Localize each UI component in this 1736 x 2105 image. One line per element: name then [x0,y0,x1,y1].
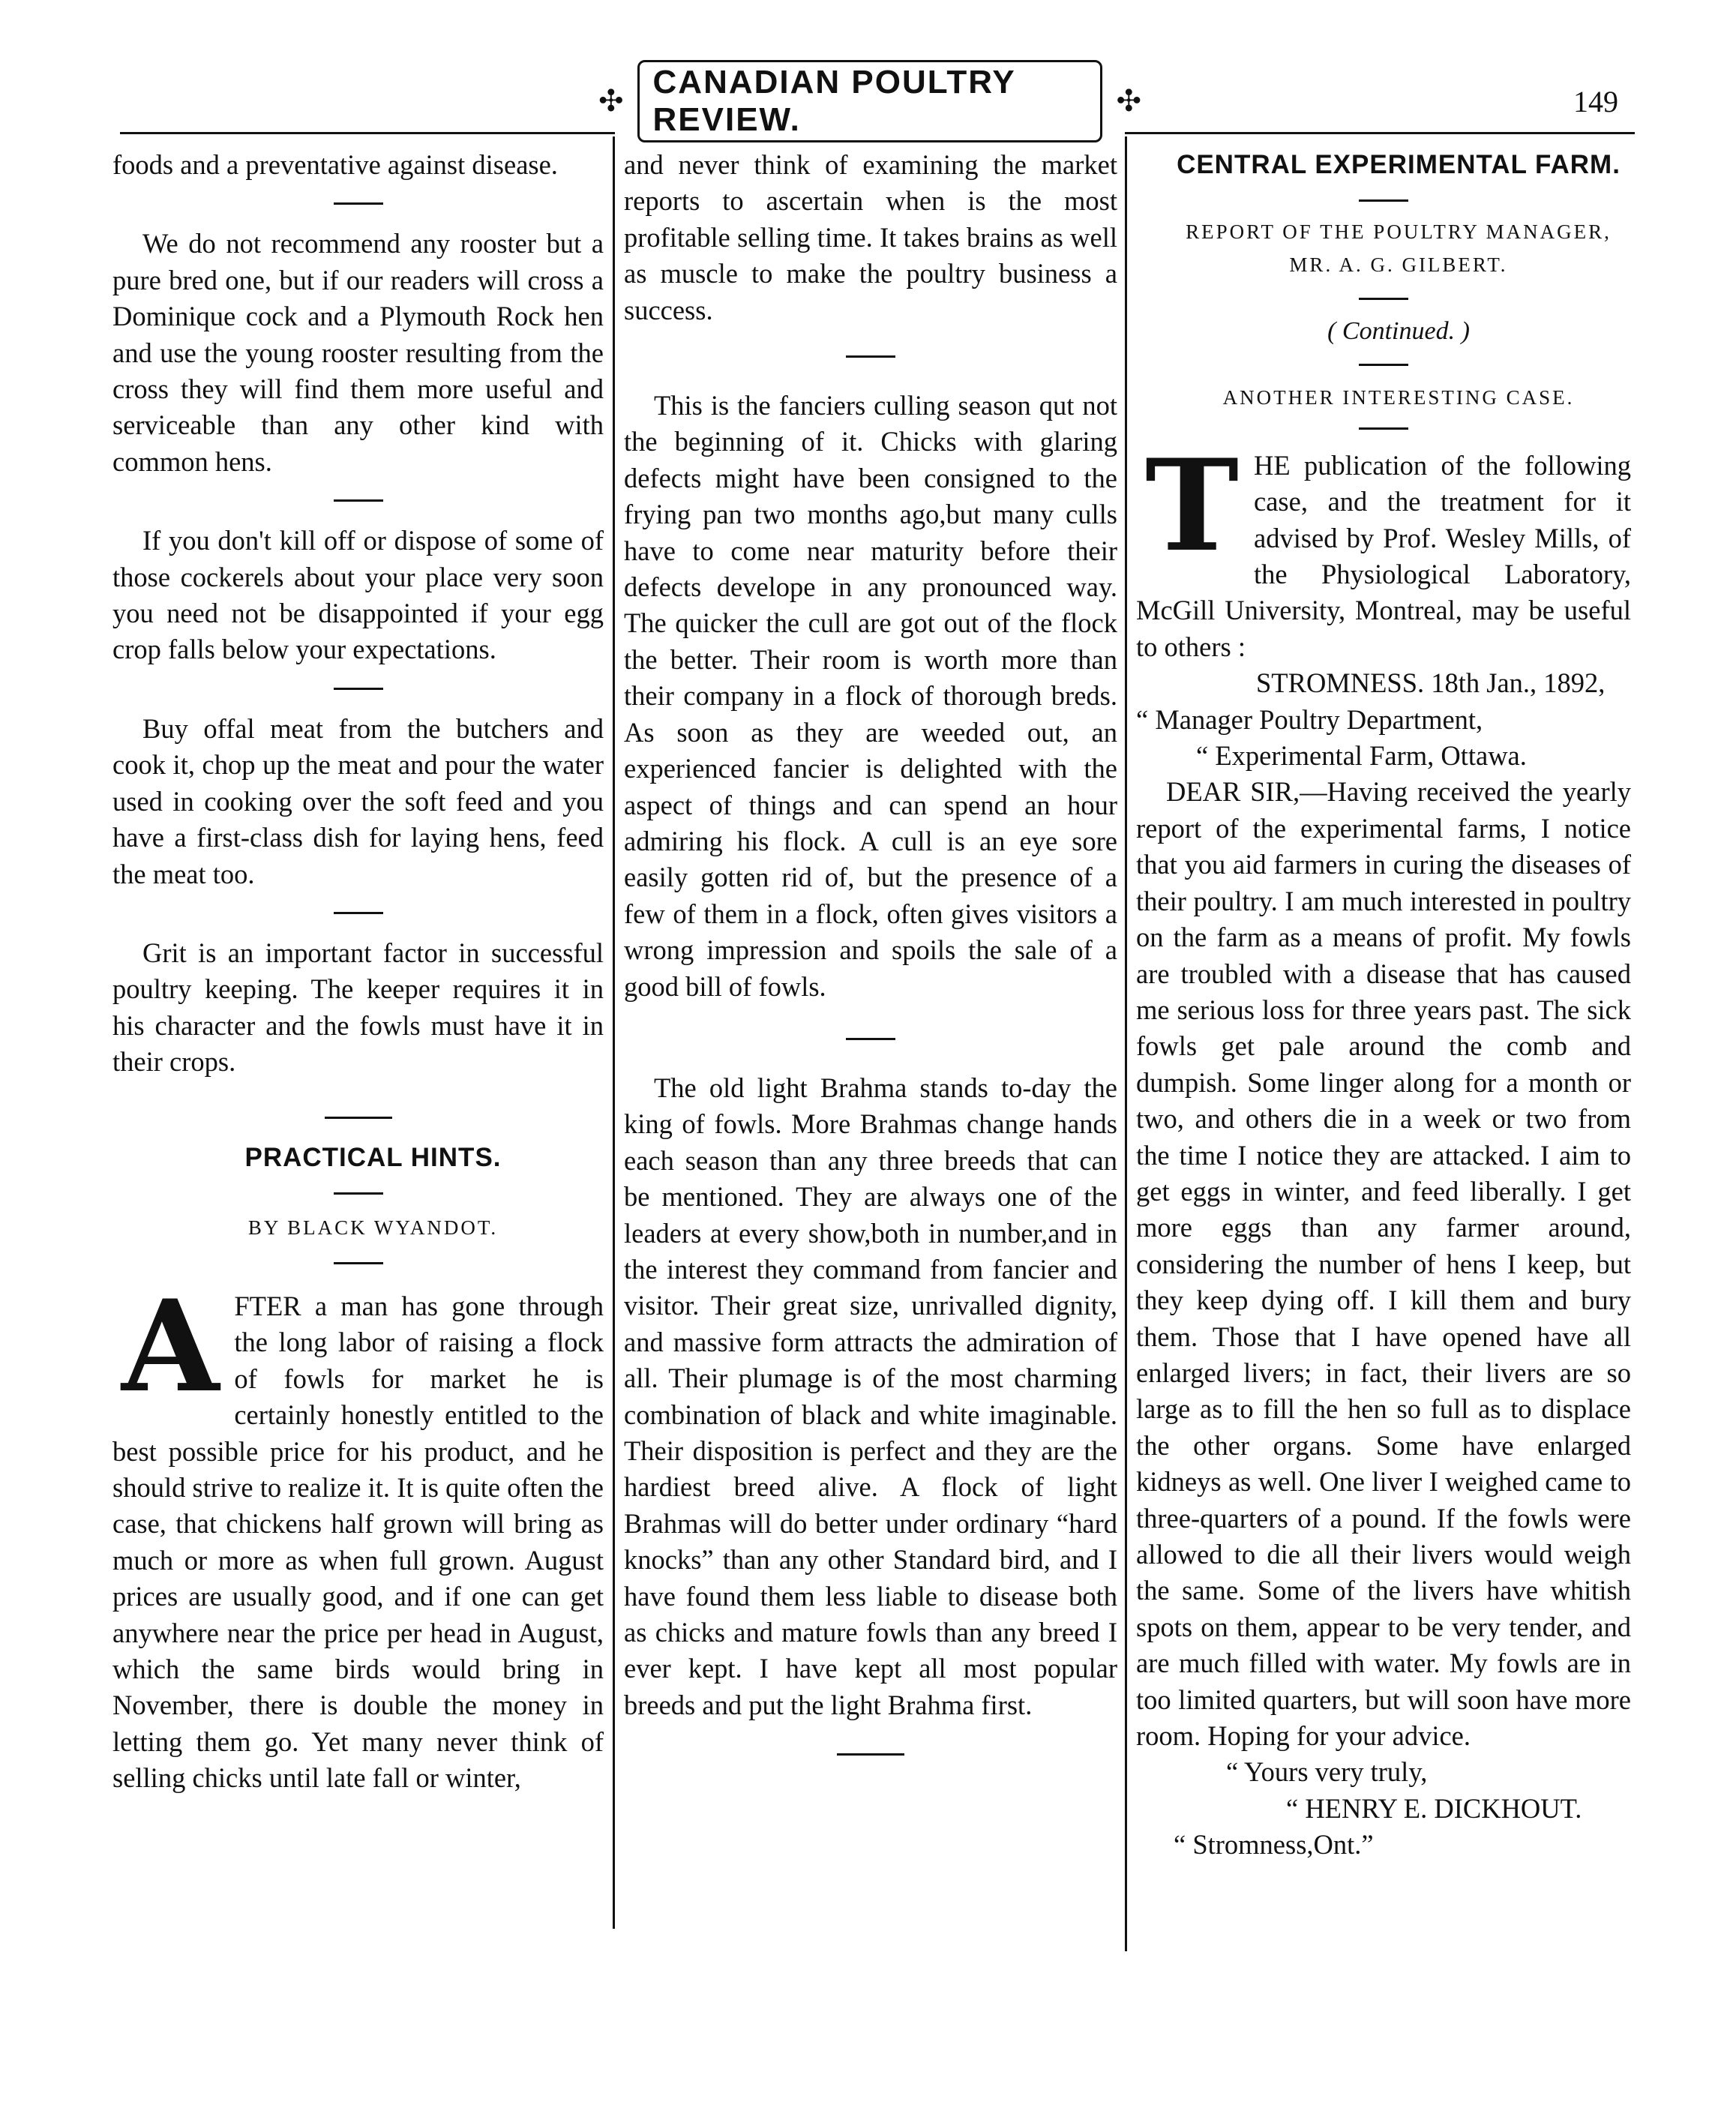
separator-rule [1359,427,1408,430]
article-paragraph: The old light Brahma stands to-day the king of fowls. More Brahmas change hands each season than any three breeds that can be mentioned. They are always one of the leaders at every show,both in number,and in the interest they command from fancier and visitor. Their great size, unrivalled dignity, and massive form attracts the admiration of all. Their plumage is of the most charming combination of black and white imaginable. Their disposition is perfect and they are the hardiest breed alive. A flock of light Brahmas will do better under ordinary “hard knocks” than any other Standard bird, and I have found them less liable to disease both as chicks and mature fowls than any breed I ever kept. I have kept all most popular breeds and put the light Brahma first. [624,1072,1117,1720]
separator-rule [1359,298,1408,300]
drop-cap: A [121,1271,220,1420]
letter-signature: “ HENRY E. DICKHOUT. [1286,1792,1582,1824]
column-1 [112,147,604,1797]
article-paragraph: We do not recommend any rooster but a pure bred one, but if our readers will cross a Dominique cock and a Plymouth Rock hen and use the young rooster resulting from the cross they will find them more useful and serviceable than any other kind with common hens. [112,228,604,477]
article-paragraph: Buy offal meat from the butchers and cook it, chop up the meat and pour the water used in cooking over the soft feed and you have a first-class dish for laying hens, feed the meat too. [112,712,604,889]
section-heading: PRACTICAL HINTS. [244,1142,502,1172]
column-2 [624,147,1117,1756]
dateline: STROMNESS. 18th Jan., 1892, [1256,667,1606,699]
separator-rule [846,355,895,358]
article-paragraph: If you don't kill off or dispose of some of those cockerels about your place very soon you need not be disappointed if your egg crop falls below your expectations. [112,525,604,665]
address-line: “ Manager Poultry Department, [1136,703,1483,735]
article-paragraph: foods and a preventative against disease. [112,149,558,180]
separator-rule [325,1117,392,1119]
article-paragraph: FTER a man has gone through the long labor of raising a flock of fowls for market he is certainly honestly entitled to the best possible price for his product, and he should strive to realize it. It is quite often the case, that chickens half grown will bring as much or more as when full grown. August prices are usually good, and if one can get anywhere near the price per head in August, which the same birds would bring in November, there is double the money in letting them go. Yet many never think of selling chicks until late fall or winter, [112,1290,604,1794]
masthead [585,64,1155,138]
letter-closing: “ Yours very truly, [1226,1756,1428,1788]
address-line: “ Experimental Farm, Ottawa. [1196,740,1527,772]
letter-body: DEAR SIR,—Having received the yearly report of the experimental farms, I notice that you aid farmers in curing the diseases of their poultry. I am much interested in poultry on the farm as a means of profit. My fowls are troubled with a disease that has caused me serious loss for three years past. The sick fowls get pale around the comb and dumpish. Some linger along for a month or two, and others die in a week or two from the time I notice they are attacked. I aim to get eggs in winter, and feed liberally. I get more eggs than any farmer around, considering the number of hens I keep, but they keep dying off. I kill them and bury them. Those that I have opened have all enlarged livers; in fact, their livers are so large as to fill the hen so full as to displace the other organs. Some have enlarged kidneys as well. One liver I weighed came to three-quarters of a pound. If the fowls were allowed to die all their livers would weigh the same. Some of the livers have whitish spots on them, appear to be very tender, and are much filled with water. My fowls are in too limited quarters, but will soon have more room. Hoping for your advice. [1136,776,1631,1752]
separator-rule [334,499,383,502]
ornament-right-icon: ✣ [1116,84,1141,118]
ornament-left-icon: ✣ [598,84,624,118]
header-rule-right [1125,132,1635,134]
separator-rule [1359,364,1408,366]
column-divider-1 [613,136,615,1929]
separator-rule [1359,199,1408,202]
article-paragraph: This is the fanciers culling season qut not the beginning of it. Chicks with glaring defects might have been consigned to the frying pan two months ago,but many culls have to come near maturity before their defects develope in any pronounced way. The quicker the cull are got out of the flock the better. Their room is worth more than their company in a flock of thorough breds. As soon as they are weeded out, an experienced fancier is delighted with the aspect of things and can spend an hour admiring his flock. A cull is an eye sore easily gotten rid of, but the presence of a few of them in a flock, often gives visitors a wrong impression and spoils the sale of a good bill of fowls. [624,390,1117,1002]
separator-rule [334,688,383,690]
report-line: MR. A. G. GILBERT. [1289,253,1508,277]
separator-rule [334,1192,383,1195]
report-line: REPORT OF THE POULTRY MANAGER, [1186,220,1612,244]
separator-rule [334,1262,383,1264]
article-paragraph: HE publication of the following case, and the treatment for it advised by Prof. Wesley Mills, of the Physiological Laboratory, McGill University, Montreal, may be useful to others : [1136,449,1631,662]
publication-title: CANADIAN POULTRY REVIEW. [637,60,1103,142]
drop-cap: T [1145,430,1240,580]
column-divider-2 [1125,136,1127,1951]
continued-note: ( Continued. ) [1327,317,1470,346]
separator-rule [334,912,383,914]
letter-place: “ Stromness,Ont.” [1174,1829,1374,1861]
subheading: ANOTHER INTERESTING CASE. [1222,385,1575,409]
byline: BY BLACK WYANDOT. [247,1216,499,1239]
header-rule-left [120,132,615,134]
article-paragraph: Grit is an important factor in successful poultry keeping. The keeper requires it in his character and the fowls must have it in their crops. [112,937,604,1078]
column-3 [1136,147,1631,1864]
separator-rule [846,1038,895,1040]
section-heading: CENTRAL EXPERIMENTAL FARM. [1177,150,1621,179]
article-paragraph: and never think of examining the market reports to ascertain when is the most profitable selling time. It takes brains as well as muscle to make the poultry business a success. [624,149,1117,325]
page-number: 149 [1573,85,1618,118]
separator-rule [334,202,383,205]
separator-rule [837,1753,904,1756]
